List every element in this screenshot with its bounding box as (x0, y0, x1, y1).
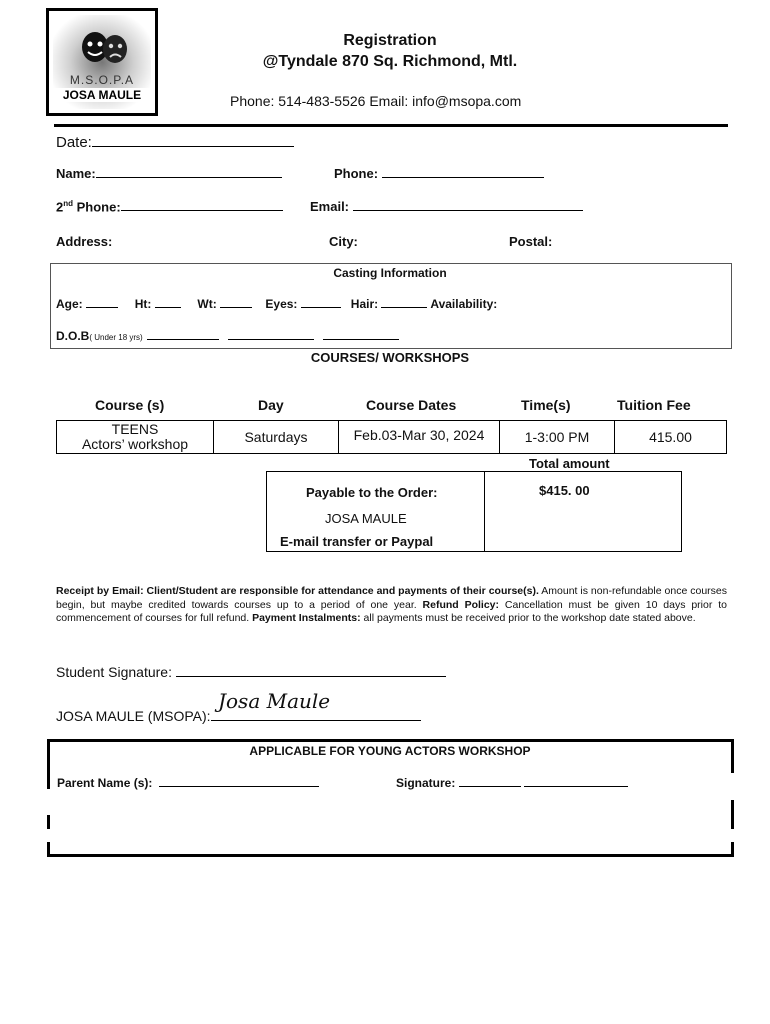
student-signature-label: Student Signature: (56, 664, 172, 680)
ht-label[interactable]: Ht: (134, 297, 152, 311)
dob-note: ( Under 18 yrs) (89, 333, 143, 342)
msopa-signature-label: JOSA MAULE (MSOPA): (56, 708, 211, 724)
courses-table (56, 420, 727, 454)
amount-value: $415. 00 (539, 483, 590, 498)
header-day: Day (258, 397, 284, 413)
hair-label[interactable]: Hair: (350, 297, 379, 311)
logo-image (53, 15, 151, 109)
city-label[interactable]: City: (329, 234, 358, 249)
casting-measurements (56, 297, 497, 311)
theatre-masks-icon (73, 29, 137, 69)
payment-method: E-mail transfer or Paypal (280, 534, 434, 549)
parent-name-label: Parent Name (s): (57, 776, 153, 790)
payee-name: JOSA MAULE (325, 511, 407, 526)
logo (46, 8, 158, 116)
phone-label: Phone: (334, 166, 379, 181)
young-box-right-mid (731, 800, 734, 829)
postal-label[interactable]: Postal: (509, 234, 553, 249)
policy-paragraph: Receipt by Email: Client/Student are responsible for attendance and payments of their course(s). Amount is non-refundable once courses begin, but maybe credited towards courses up to a period of one year. Refund Policy: Cancellation must be given 10 days prior to commencement of courses for full refund. Payment Instalments: all payments must be received prior to the workshop date stated above. (56, 585, 727, 624)
email-label: Email: (310, 199, 350, 214)
parent-signature-label: Signature: (396, 776, 456, 790)
casting-title: Casting Information (333, 266, 447, 280)
young-actors-title: APPLICABLE FOR YOUNG ACTORS WORKSHOP (249, 744, 531, 758)
dob-field[interactable] (56, 327, 399, 345)
header-course-dates: Course Dates (366, 397, 457, 413)
young-box-left-mid (47, 815, 50, 829)
logo-name: JOSA MAULE (53, 88, 151, 102)
dob-label: D.O.B (56, 329, 90, 343)
second-phone-label: Phone: (73, 199, 121, 215)
header-divider (54, 124, 728, 127)
logo-letters: M.S.O.P.A (69, 73, 135, 87)
phone-field[interactable] (334, 166, 544, 181)
young-box-bottom (47, 854, 734, 857)
table-row (57, 421, 727, 454)
day-cell: Saturdays (214, 421, 339, 454)
fee-cell: 415.00 (615, 421, 727, 454)
total-amount-label: Total amount (529, 456, 610, 471)
header-times: Time(s) (521, 397, 571, 413)
wt-label[interactable]: Wt: (197, 297, 217, 311)
date-label: Date: (56, 134, 92, 151)
dates-cell: Feb.03-Mar 30, 2024 (339, 421, 500, 454)
course-cell: TEENS Actors’ workshop (57, 421, 214, 454)
young-box-left-upper (47, 739, 50, 789)
young-box-top (47, 739, 734, 742)
parent-name-field[interactable] (57, 776, 319, 790)
student-signature-field[interactable] (56, 664, 446, 680)
name-field[interactable] (56, 166, 282, 181)
payable-label: Payable to the Order: (306, 485, 438, 500)
young-box-right-upper (731, 739, 734, 773)
payment-divider (484, 471, 485, 552)
document-title: Registration (343, 32, 437, 49)
email-field[interactable] (310, 199, 583, 214)
header-address: @Tyndale 870 Sq. Richmond, Mtl. (262, 53, 518, 70)
handwritten-signature: Josa Maule (218, 689, 331, 713)
header-tuition-fee: Tuition Fee (617, 397, 691, 413)
header-course: Course (s) (95, 397, 165, 413)
second-phone-field[interactable]: 2nd Phone: (56, 199, 283, 214)
address-label[interactable]: Address: (56, 234, 113, 249)
name-label: Name: (56, 166, 96, 181)
age-label[interactable]: Age: (56, 297, 83, 311)
courses-title: COURSES/ WORKSHOPS (310, 350, 470, 365)
time-cell: 1-3:00 PM (500, 421, 615, 454)
eyes-label[interactable]: Eyes: (265, 297, 298, 311)
parent-signature-field[interactable] (396, 776, 628, 790)
header-contact: Phone: 514-483-5526 Email: info@msopa.com (230, 93, 522, 109)
availability-label[interactable]: Availability: (430, 297, 498, 311)
date-field[interactable] (56, 134, 294, 151)
